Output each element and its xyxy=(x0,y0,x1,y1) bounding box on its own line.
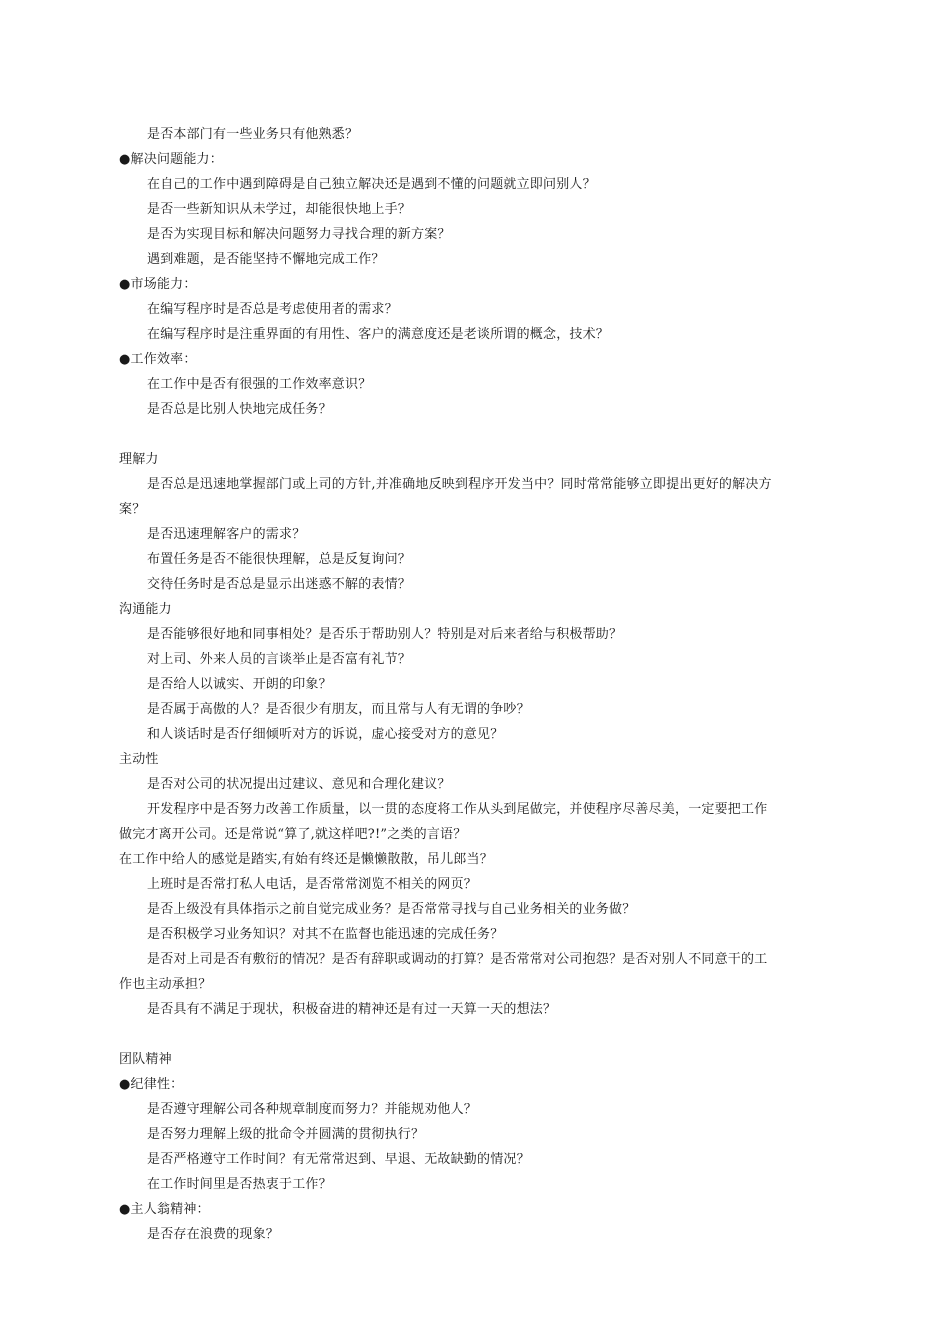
body-text-line: 在工作中是否有很强的工作效率意识？ xyxy=(147,377,372,392)
body-text-line: 是否努力理解上级的批命令并圆满的贯彻执行？ xyxy=(147,1127,425,1142)
bullet-heading: ●主人翁精神： xyxy=(119,1202,210,1217)
body-text-line: 是否对公司的状况提出过建议、意见和合理化建议？ xyxy=(147,777,451,792)
body-text-line: 对上司、外来人员的言谈举止是否富有礼节？ xyxy=(147,652,412,667)
body-text-line: 在编写程序时是否总是考虑使用者的需求？ xyxy=(147,302,398,317)
body-text-line: 是否能够很好地和同事相处？是否乐于帮助别人？特别是对后来者给与积极帮助？ xyxy=(147,627,623,642)
body-text-line: 是否属于高傲的人？是否很少有朋友，而且常与人有无谓的争吵？ xyxy=(147,702,530,717)
body-text-line: 是否为实现目标和解决问题努力寻找合理的新方案？ xyxy=(147,227,451,242)
body-text-line: 和人谈话时是否仔细倾听对方的诉说，虚心接受对方的意见？ xyxy=(147,727,504,742)
body-text-line: 作也主动承担？ xyxy=(119,977,212,992)
body-text-line: 是否对上司是否有敷衍的情况？是否有辞职或调动的打算？是否常常对公司抱怨？是否对别人不同意干的工 xyxy=(147,952,768,967)
body-text-line: 做完才离开公司。还是常说“算了,就这样吧?!”之类的言语？ xyxy=(119,827,467,842)
body-text-line: 是否总是迅速地掌握部门或上司的方针,并准确地反映到程序开发当中？同时常常能够立即提出更好的解决方 xyxy=(147,477,772,492)
bullet-heading: ●工作效率： xyxy=(119,352,197,367)
section-heading: 团队精神 xyxy=(119,1052,172,1067)
body-text-line: 在自己的工作中遇到障碍是自己独立解决还是遇到不懂的问题就立即问别人？ xyxy=(147,177,596,192)
body-text-line: 交待任务时是否总是显示出迷惑不解的表情？ xyxy=(147,577,412,592)
bullet-heading: ●市场能力： xyxy=(119,277,197,292)
body-text-line: 是否本部门有一些业务只有他熟悉？ xyxy=(147,127,359,142)
body-text-line: 是否具有不满足于现状，积极奋进的精神还是有过一天算一天的想法？ xyxy=(147,1002,557,1017)
section-heading: 主动性 xyxy=(119,752,159,767)
body-text-line: 在编写程序时是注重界面的有用性、客户的满意度还是老谈所谓的概念，技术？ xyxy=(147,327,610,342)
body-text-line: 在工作时间里是否热衷于工作？ xyxy=(147,1177,332,1192)
section-heading: 沟通能力 xyxy=(119,602,172,617)
body-text-line: 是否迅速理解客户的需求？ xyxy=(147,527,306,542)
bullet-heading: ●纪律性： xyxy=(119,1077,184,1092)
body-text-line: 是否积极学习业务知识？对其不在监督也能迅速的完成任务？ xyxy=(147,927,504,942)
body-text-line: 是否总是比别人快地完成任务？ xyxy=(147,402,332,417)
body-text-line: 是否上级没有具体指示之前自觉完成业务？是否常常寻找与自己业务相关的业务做？ xyxy=(147,902,636,917)
body-text-line: 布置任务是否不能很快理解，总是反复询问？ xyxy=(147,552,412,567)
body-text-line: 是否存在浪费的现象？ xyxy=(147,1227,280,1242)
section-heading: 理解力 xyxy=(119,452,159,467)
body-text-line: 在工作中给人的感觉是踏实,有始有终还是懒懒散散，吊儿郎当？ xyxy=(119,852,493,867)
body-text-line: 是否严格遵守工作时间？有无常常迟到、早退、无故缺勤的情况？ xyxy=(147,1152,530,1167)
body-text-line: 是否一些新知识从未学过，却能很快地上手？ xyxy=(147,202,412,217)
body-text-line: 是否遵守理解公司各种规章制度而努力？并能规劝他人？ xyxy=(147,1102,478,1117)
body-text-line: 上班时是否常打私人电话，是否常常浏览不相关的网页？ xyxy=(147,877,478,892)
body-text-line: 遇到难题，是否能坚持不懈地完成工作？ xyxy=(147,252,385,267)
section-heading: 案？ xyxy=(119,502,146,517)
body-text-line: 开发程序中是否努力改善工作质量，以一贯的态度将工作从头到尾做完，并使程序尽善尽美，一定要把工作 xyxy=(147,802,768,817)
body-text-line: 是否给人以诚实、开朗的印象？ xyxy=(147,677,332,692)
bullet-heading: ●解决问题能力： xyxy=(119,152,223,167)
